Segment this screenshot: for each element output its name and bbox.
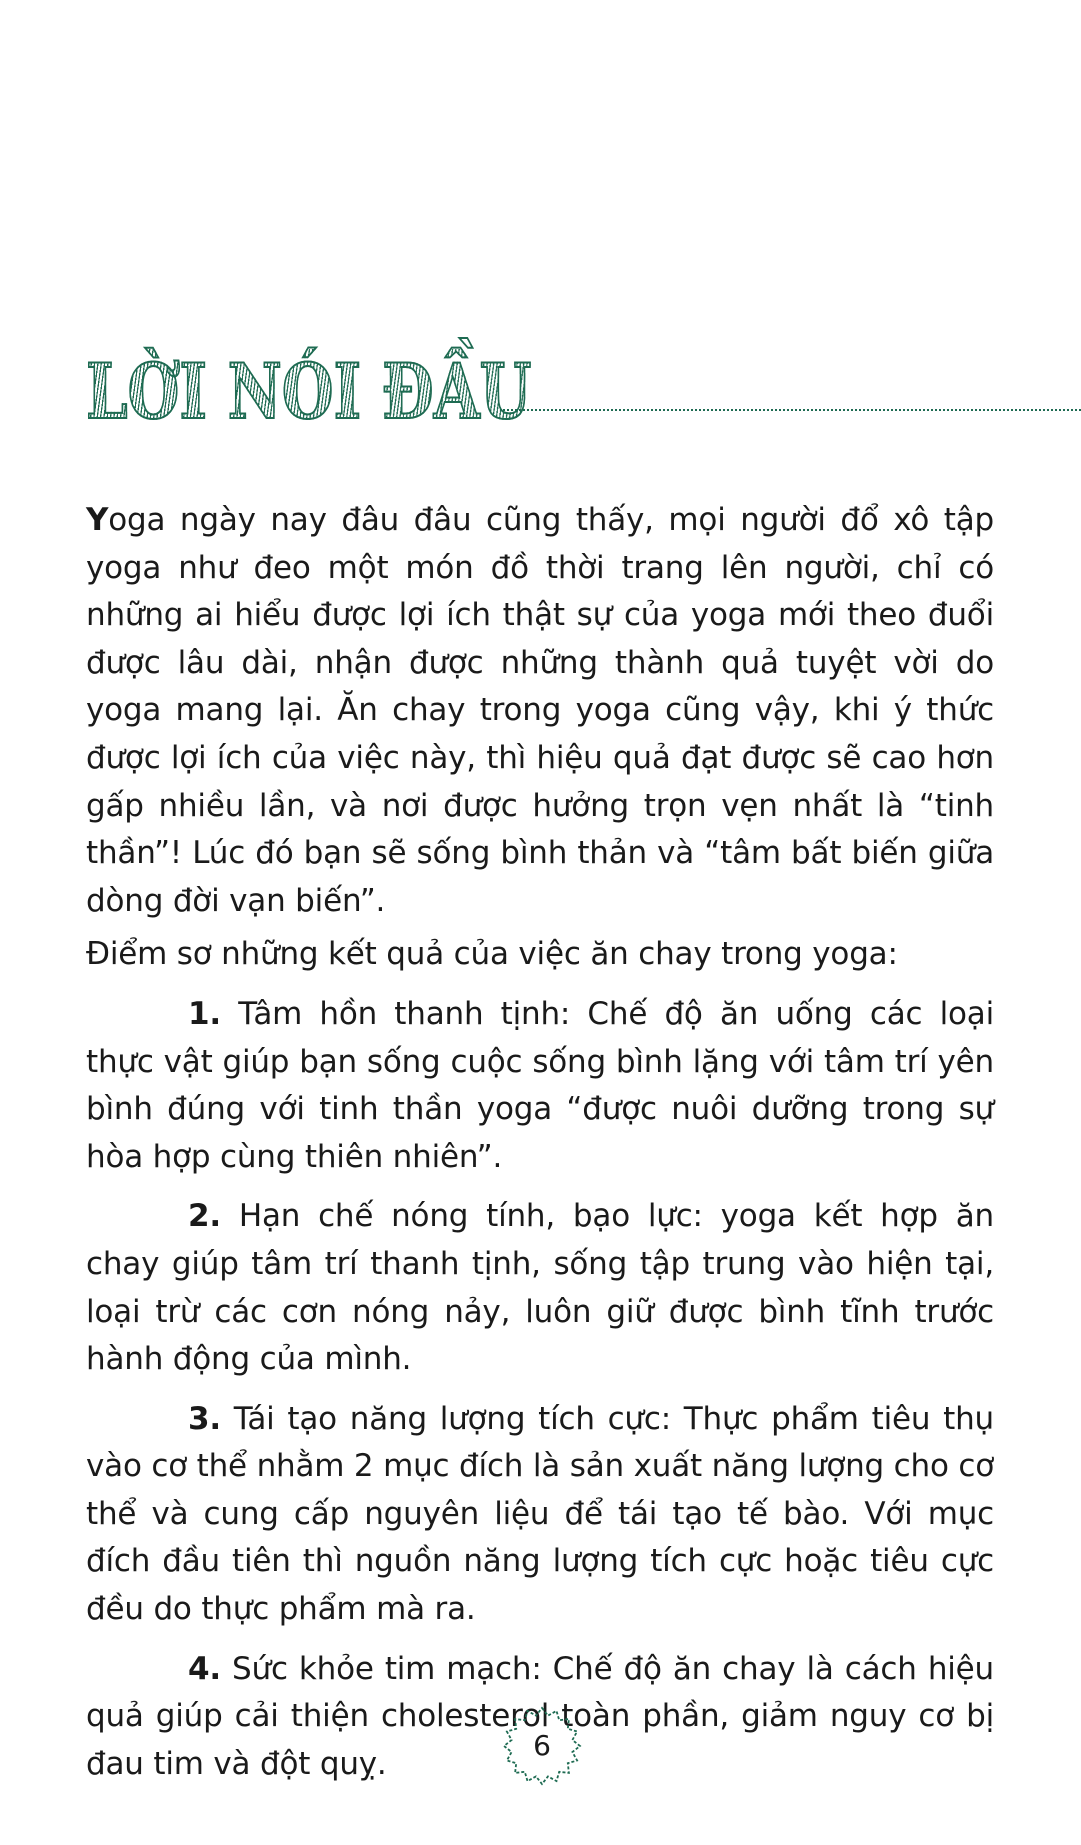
intro-paragraph xyxy=(86,497,994,925)
list-item xyxy=(86,1396,994,1634)
item-number: 3. xyxy=(188,1400,221,1437)
intro-text: oga ngày nay đâu đâu cũng thấy, mọi người đổ xô tập yoga như đeo một món đồ thời trang lên người, chỉ có những ai hiểu được lợi ích thật sự của yoga mới theo đuổi được lâu dài, nhận được những thành quả tuyệt vời do yoga mang lại. Ăn chay trong yoga cũng vậy, khi ý thức được lợi ích của việc này, thì hiệu quả đạt được sẽ cao hơn gấp nhiều lần, và nơi được hưởng trọn vẹn nhất là “tinh thần”! Lúc đó bạn sẽ sống bình thản và “tâm bất biến giữa dòng đời vạn biến”. xyxy=(86,502,994,919)
intro-dropcap: Y xyxy=(86,502,109,538)
item-number: 1. xyxy=(188,995,221,1032)
page-number-badge xyxy=(502,1706,582,1786)
item-number: 4. xyxy=(188,1650,221,1687)
page-number: 6 xyxy=(533,1729,551,1762)
chapter-title: LỜI NÓI ĐẦU xyxy=(86,347,532,436)
heading-rule xyxy=(500,409,1081,411)
body-text xyxy=(86,497,994,1788)
list-item xyxy=(86,991,994,1181)
lead-paragraph: Điểm sơ những kết quả của việc ăn chay trong yoga: xyxy=(86,936,898,973)
item-text: Hạn chế nóng tính, bạo lực: yoga kết hợp ăn chay giúp tâm trí thanh tịnh, sống tập trung vào hiện tại, loại trừ các cơn nóng nảy, luôn giữ được bình tĩnh trước hành động của mình. xyxy=(86,1198,994,1378)
item-text: Tâm hồn thanh tịnh: Chế độ ăn uống các loại thực vật giúp bạn sống cuộc sống bình lặng với tâm trí yên bình đúng với tinh thần yoga “được nuôi dưỡng trong sự hòa hợp cùng thiên nhiên”. xyxy=(86,995,994,1175)
list-item xyxy=(86,1193,994,1383)
item-text: Sức khỏe tim mạch: Chế độ ăn chay là cách hiệu quả giúp cải thiện cholesterol toàn phần, giảm nguy cơ bị đau tim và đột quỵ. xyxy=(86,1650,994,1782)
item-text: Tái tạo năng lượng tích cực: Thực phẩm tiêu thụ vào cơ thể nhằm 2 mục đích là sản xuất năng lượng cho cơ thể và cung cấp nguyên liệu để tái tạo tế bào. Với mục đích đầu tiên thì nguồn năng lượng tích cực hoặc tiêu cực đều do thực phẩm mà ra. xyxy=(86,1400,994,1628)
item-number: 2. xyxy=(188,1198,221,1235)
chapter-heading xyxy=(86,345,657,435)
